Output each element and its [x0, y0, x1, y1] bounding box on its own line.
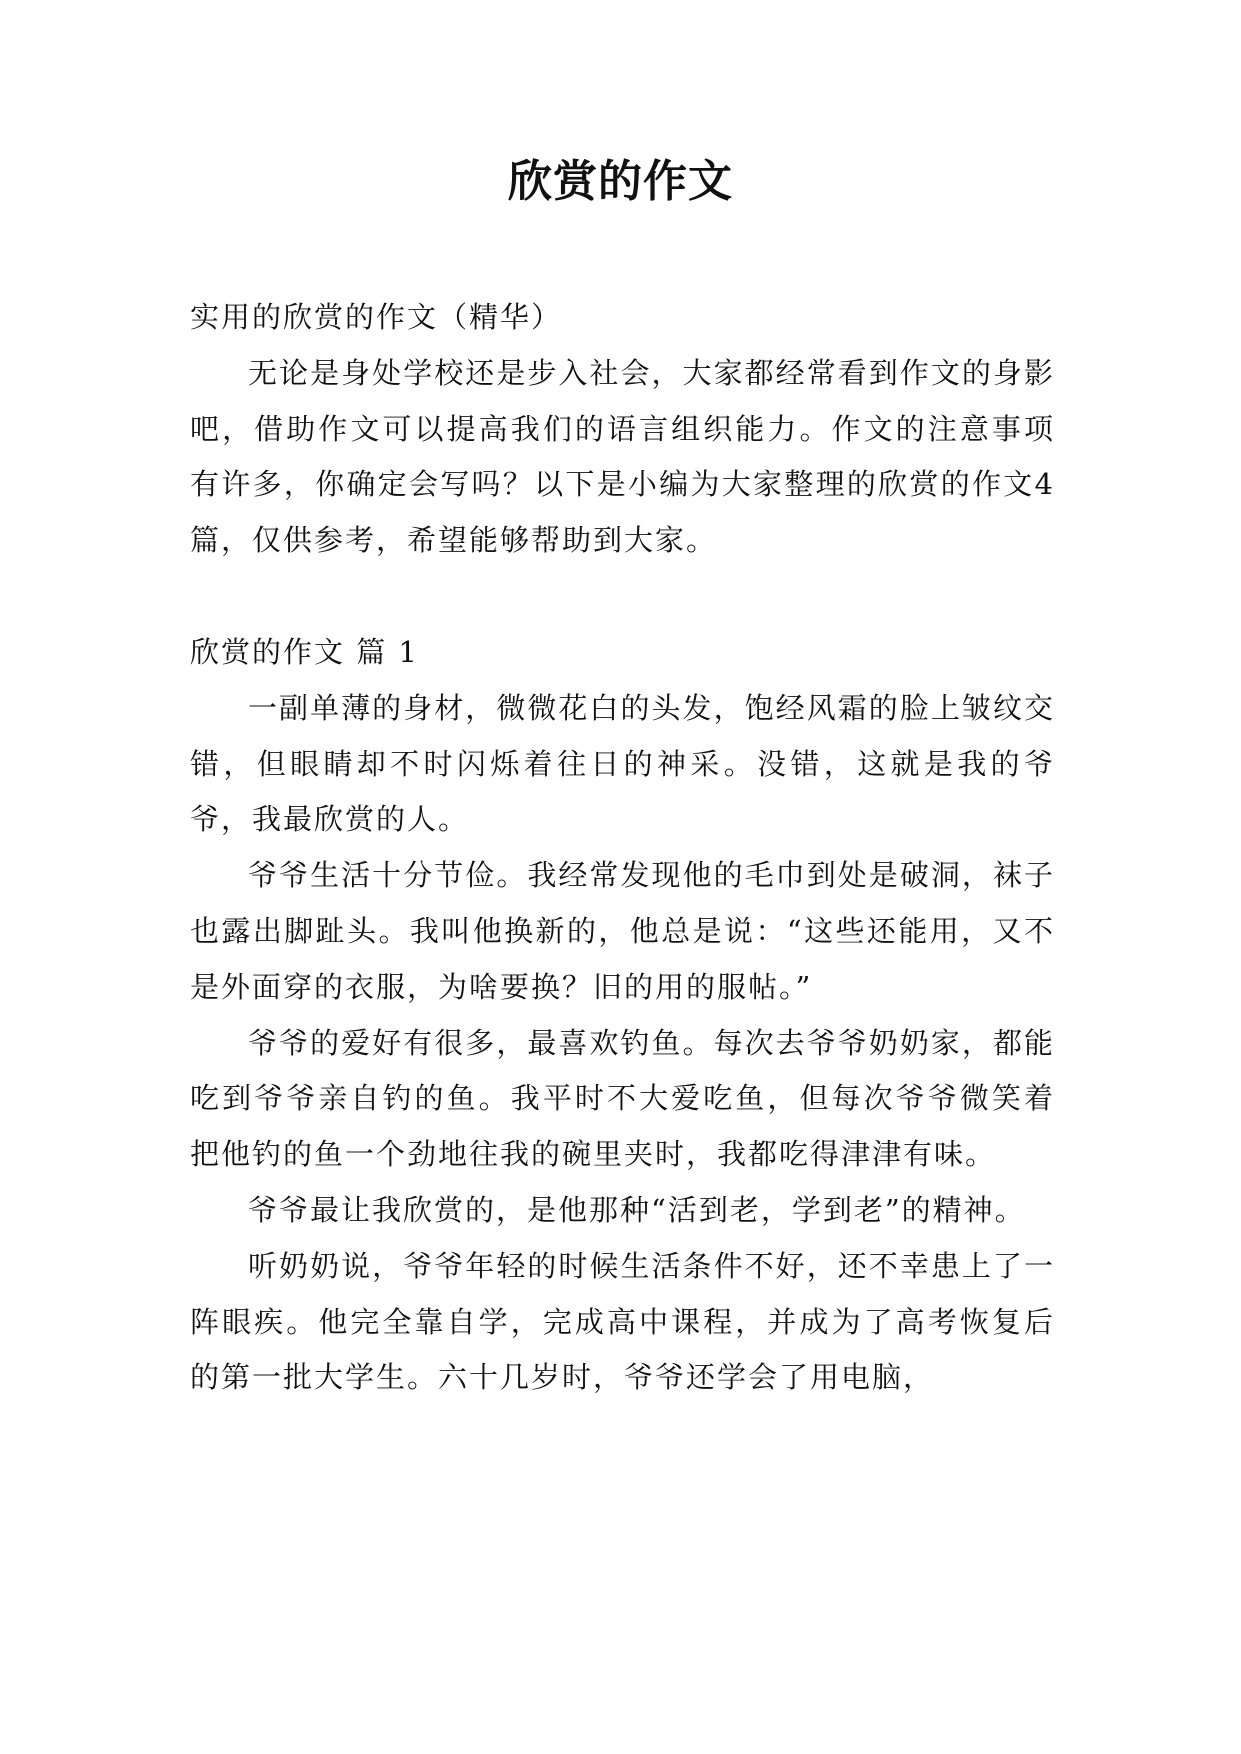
document-body: [190, 290, 1055, 1406]
body-paragraph: 听奶奶说，爷爷年轻的时候生活条件不好，还不幸患上了一阵眼疾。他完全靠自学，完成高中课程，并成为了高考恢复后的第一批大学生。六十几岁时，爷爷还学会了用电脑，: [190, 1248, 1055, 1395]
section-heading: 欣赏的作文 篇 1: [190, 634, 419, 669]
section-spacer: [190, 569, 1055, 625]
intro-paragraph: 无论是身处学校还是步入社会，大家都经常看到作文的身影吧，借助作文可以提高我们的语言组织能力。作文的注意事项有许多，你确定会写吗？以下是小编为大家整理的欣赏的作文4篇，仅供参考，希望能够帮助到大家。: [190, 355, 1055, 558]
document-title: 欣赏的作文: [508, 156, 733, 207]
document-subtitle: 实用的欣赏的作文（精华）: [190, 300, 563, 334]
body-paragraph: 一副单薄的身材，微微花白的头发，饱经风霜的脸上皱纹交错，但眼睛却不时闪烁着往日的神采。没错，这就是我的爷爷，我最欣赏的人。: [190, 690, 1055, 837]
body-paragraph: 爷爷生活十分节俭。我经常发现他的毛巾到处是破洞，袜子也露出脚趾头。我叫他换新的，他总是说：“这些还能用，又不是外面穿的衣服，为啥要换？旧的用的服帖。”: [190, 858, 1055, 1004]
body-paragraph: 爷爷最让我欣赏的，是他那种“活到老，学到老”的精神。: [248, 1192, 1026, 1227]
body-paragraph: 爷爷的爱好有很多，最喜欢钓鱼。每次去爷爷奶奶家，都能吃到爷爷亲自钓的鱼。我平时不大爱吃鱼，但每次爷爷微笑着把他钓的鱼一个劲地往我的碗里夹时，我都吃得津津有味。: [190, 1025, 1055, 1172]
